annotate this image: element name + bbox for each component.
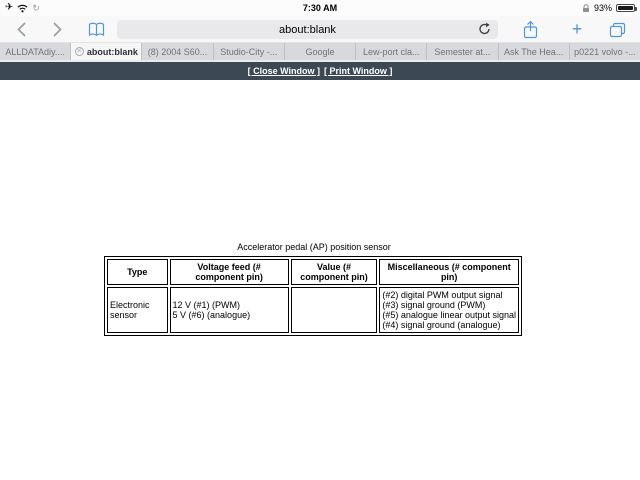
tab-studio-city[interactable]: Studio-City -...	[214, 43, 285, 60]
orientation-lock-icon	[582, 4, 590, 13]
status-right-icons	[582, 0, 635, 16]
page-action-bar	[0, 62, 640, 80]
new-tab-button[interactable]: +	[571, 19, 583, 39]
back-button[interactable]	[10, 19, 32, 40]
forward-button[interactable]	[46, 19, 68, 40]
tab-p0221-volvo[interactable]: p0221 volvo -...	[574, 46, 636, 57]
battery-icon	[616, 4, 635, 12]
print-window-link[interactable]: [ Print Window ]	[324, 66, 393, 76]
cell-voltage-feed: 12 V (#1) (PWM) 5 V (#6) (analogue)	[170, 287, 289, 333]
reload-icon[interactable]	[478, 22, 491, 36]
tab-alldatadiy[interactable]: ALLDATAdiy....	[0, 43, 71, 60]
battery-percent: 93%	[593, 3, 612, 13]
tab-ask-the-hea[interactable]: Ask The Hea...	[499, 43, 570, 60]
table-header-row	[107, 259, 519, 285]
sensor-table-section	[104, 242, 524, 336]
browser-toolbar	[0, 16, 640, 43]
sync-icon: ↻	[32, 2, 40, 13]
airplane-mode-icon: ✈	[5, 2, 14, 13]
url-text: about:blank	[279, 23, 336, 36]
tab-close-icon[interactable]: ✕	[76, 48, 83, 55]
cell-type: Electronic sensor	[107, 287, 168, 333]
url-field[interactable]	[117, 20, 498, 39]
header-voltage-feed: Voltage feed (# component pin)	[170, 259, 289, 285]
tab-semester[interactable]: Semester at...	[427, 43, 498, 60]
tab-bar	[0, 43, 640, 62]
tab-overview-icon[interactable]	[604, 19, 630, 40]
header-type: Type	[107, 259, 168, 285]
header-value: Value (# component pin)	[291, 259, 378, 285]
tab-2004-s60[interactable]: (8) 2004 S60...	[142, 43, 213, 60]
close-window-link[interactable]: [ Close Window ]	[247, 66, 320, 76]
table-row	[107, 287, 519, 333]
tab-about-blank[interactable]: ✕ about:blank	[71, 43, 142, 60]
status-bar	[0, 0, 640, 16]
sensor-spec-table	[104, 256, 522, 336]
header-miscellaneous: Miscellaneous (# component pin)	[379, 259, 519, 285]
share-icon[interactable]	[517, 19, 543, 40]
status-time: 7:30 AM	[302, 3, 338, 13]
tab-lew-port[interactable]: Lew-port cla...	[356, 43, 427, 60]
tab-google[interactable]: Google	[285, 43, 356, 60]
cell-value	[291, 287, 378, 333]
page-content	[0, 80, 640, 480]
table-title: Accelerator pedal (AP) position sensor	[237, 242, 391, 252]
cell-miscellaneous: (#2) digital PWM output signal (#3) signal ground (PWM) (#5) analogue linear output signal (#4) signal ground (analogue)	[379, 287, 519, 333]
bookmarks-icon[interactable]	[84, 19, 108, 40]
